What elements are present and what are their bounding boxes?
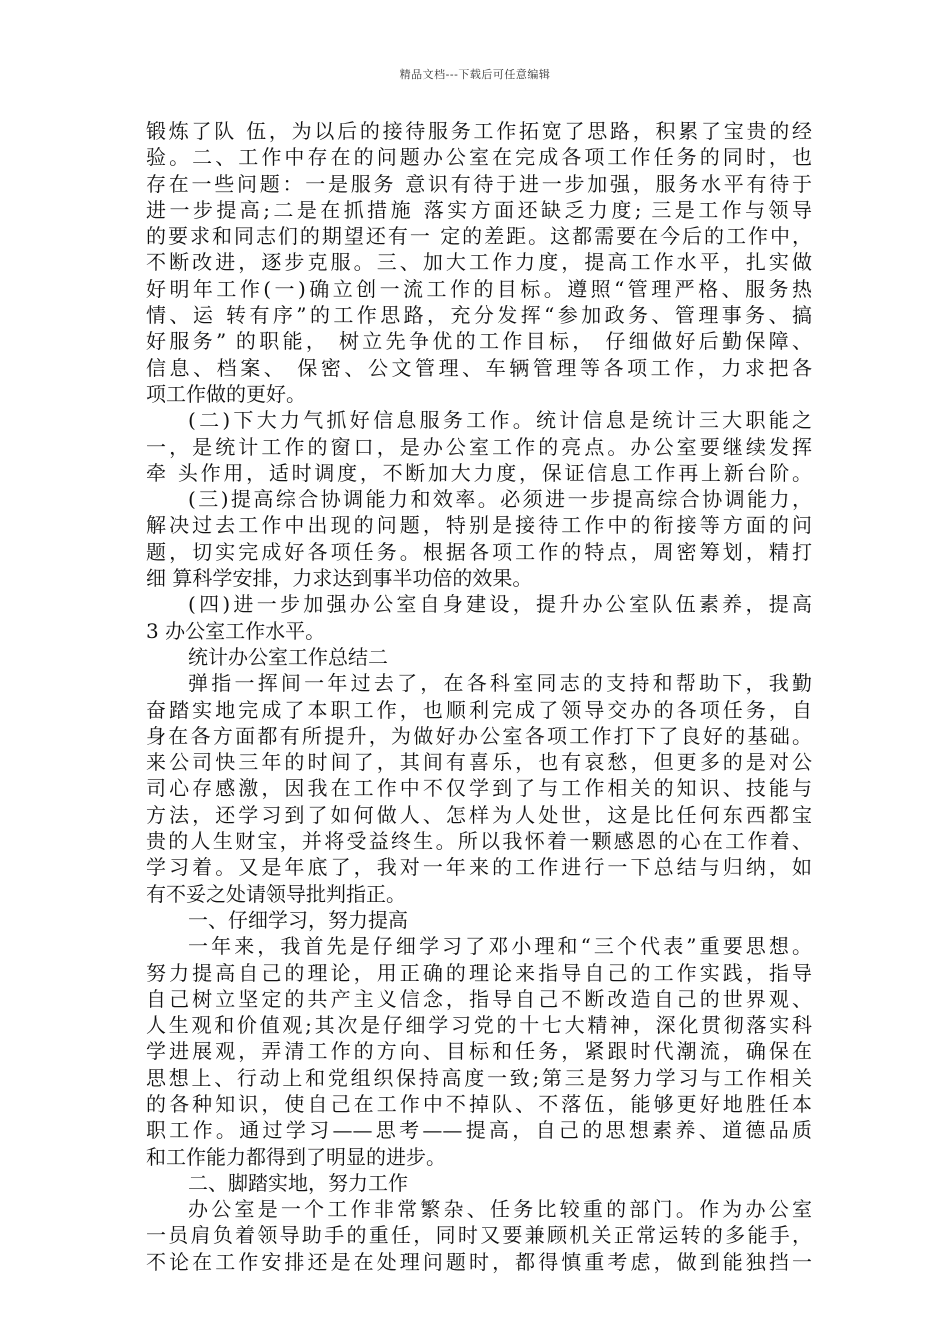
text-line: 锻炼了队 伍，为以后的接待服务工作拓宽了思路，积累了宝贵的经	[146, 119, 812, 143]
text-line: 奋踏实地完成了本职工作，也顺利完成了领导交办的各项任务，自	[146, 697, 812, 722]
text-line: 的各种知识，使自己在工作中不掉队、不落伍，能够更好地胜任本	[146, 1091, 812, 1116]
text-line: 一，是统计工作的窗口，是办公室工作的亮点。办公室要继续发挥	[146, 434, 812, 459]
text-line: 来公司快三年的时间了，其间有喜乐，也有哀愁，但更多的是对公	[146, 750, 812, 775]
text-line: 办公室是一个工作非常繁杂、任务比较重的部门。作为办公室	[188, 1197, 812, 1222]
text-line: 身在各方面都有所提升，为做好办公室各项工作打下了良好的基础。	[146, 723, 812, 748]
text-line: 一、仔细学习，努力提高	[188, 907, 408, 932]
text-line: 努力提高自己的理论，用正确的理论来指导自己的工作实践，指导	[146, 960, 812, 985]
text-line: 一年来，我首先是仔细学习了邓小理和“三个代表”重要思想。	[188, 934, 812, 959]
text-line: 人生观和价值观;其次是仔细学习党的十七大精神，深化贯彻落实科	[146, 1013, 812, 1038]
page-header: 精品文档---下载后可任意编辑	[399, 68, 551, 81]
text-line: 情、运 转有序”的工作思路，充分发挥“参加政务、管理事务、搞	[146, 303, 812, 328]
text-line: 信息、档案、 保密、公文管理、车辆管理等各项工作，力求把各	[146, 355, 812, 380]
text-line: 不论在工作安排还是在处理问题时，都得慎重考虑，做到能独挡一	[146, 1249, 812, 1274]
text-line: 思想上、行动上和党组织保持高度一致;第三是努力学习与工作相关	[146, 1065, 812, 1090]
text-line: 细 算科学安排，力求达到事半功倍的效果。	[146, 566, 533, 591]
text-line: 方法，还学习到了如何做人、怎样为人处世，这是比任何东西都宝	[146, 802, 812, 827]
text-line: 自己树立坚定的共产主义信念，指导自己不断改造自己的世界观、	[146, 986, 812, 1011]
text-line: 好服务” 的职能， 树立先争优的工作目标， 仔细做好后勤保障、	[146, 329, 812, 354]
text-line: 弹指一挥间一年过去了，在各科室同志的支持和帮助下，我勤	[188, 671, 812, 696]
text-line: 的要求和同志们的期望还有一 定的差距。这都需要在今后的工作中，	[146, 224, 812, 249]
text-line: 贵的人生财宝，并将受益终生。所以我怀着一颗感恩的心在工作着、	[146, 829, 812, 854]
text-line: 牵 头作用，适时调度，不断加大力度，保证信息工作再上新台阶。	[146, 460, 812, 485]
text-line: 不断改进，逐步克服。三、加大工作力度，提高工作水平，扎实做	[146, 250, 812, 275]
text-line: 统计办公室工作总结二	[188, 644, 388, 669]
text-line: 学习着。又是年底了，我对一年来的工作进行一下总结与归纳，如	[146, 855, 812, 880]
text-line: 司心存感激，因我在工作中不仅学到了与工作相关的知识、技能与	[146, 776, 812, 801]
text-line: 有不妥之处请领导批判指正。	[146, 881, 406, 906]
text-line: 一员肩负着领导助手的重任，同时又要兼顾机关正常运转的多能手，	[146, 1223, 812, 1248]
text-line: (二)下大力气抓好信息服务工作。统计信息是统计三大职能之	[188, 408, 812, 433]
text-line: 和工作能力都得到了明显的进步。	[146, 1144, 446, 1169]
text-line: 好明年工作(一)确立创一流工作的目标。遵照“管理严格、服务热	[146, 276, 812, 301]
text-line: 进一步提高;二是在抓措施 落实方面还缺乏力度; 三是工作与领导	[146, 197, 812, 222]
document-body	[146, 118, 812, 1275]
text-line: 验。二、工作中存在的问题办公室在完成各项工作任务的同时，也	[146, 145, 812, 170]
text-line: 题，切实完成好各项任务。根据各项工作的特点，周密筹划，精打	[146, 539, 812, 564]
text-line: 存在一些问题：一是服务 意识有待于进一步加强，服务水平有待于	[146, 171, 812, 196]
text-line: 学进展观，弄清工作的方向、目标和任务，紧跟时代潮流，确保在	[146, 1039, 812, 1064]
text-line: 解决过去工作中出现的问题，特别是接待工作中的衔接等方面的问	[146, 513, 812, 538]
text-line: 职工作。通过学习——思考——提高，自己的思想素养、道德品质	[146, 1118, 812, 1143]
text-line: (三)提高综合协调能力和效率。必须进一步提高综合协调能力，	[188, 487, 812, 512]
text-line: (四)进一步加强办公室自身建设，提升办公室队伍素养，提高	[188, 592, 812, 617]
text-line: 3 办公室工作水平。	[146, 618, 326, 643]
text-line: 项工作做的更好。	[146, 381, 306, 406]
text-line: 二、脚踏实地，努力工作	[188, 1170, 408, 1195]
